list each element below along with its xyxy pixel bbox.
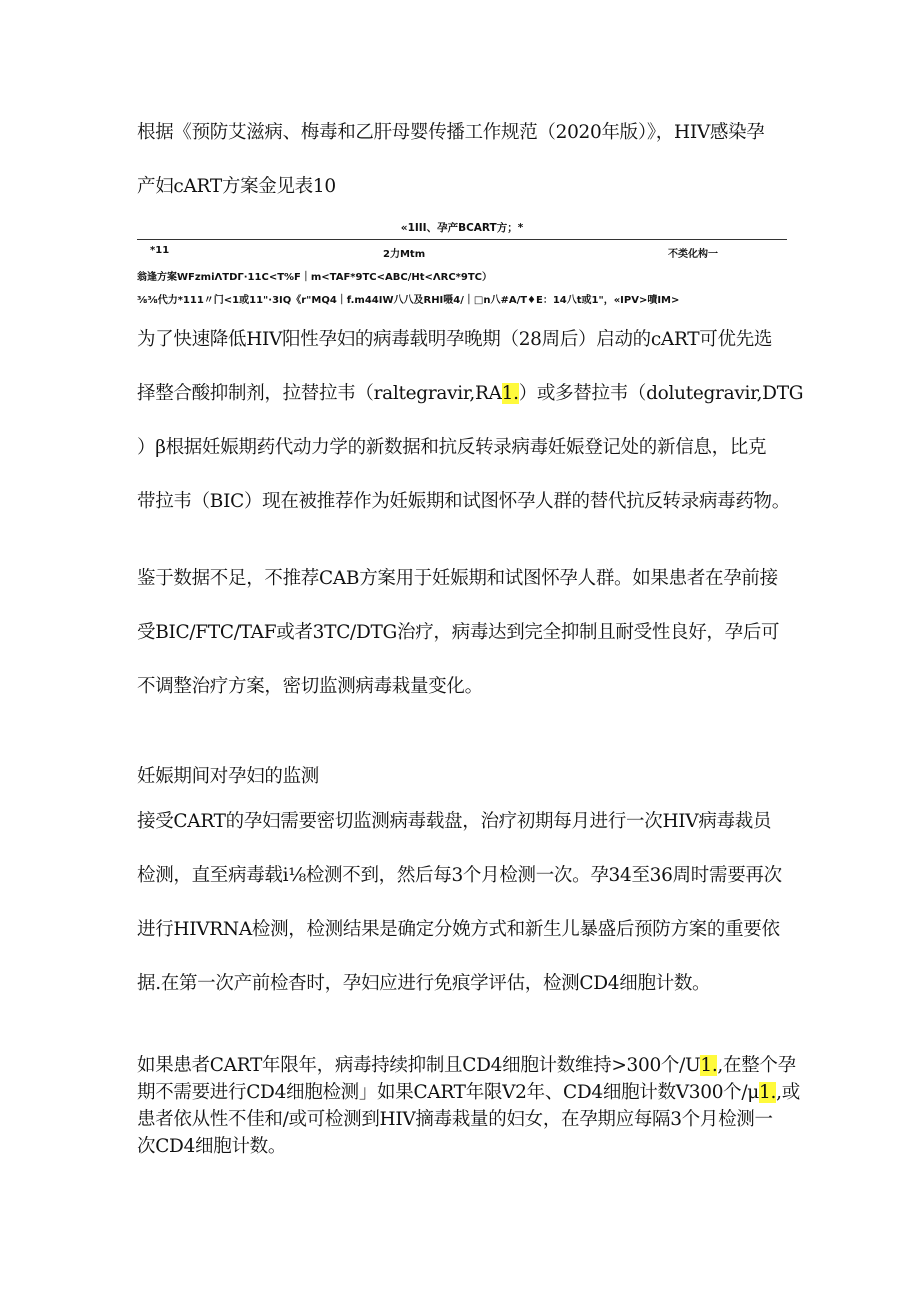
para3-line-1: 接受CART的孕妇需要密切监测病毒载盘，治疗初期每月进行一次HIV病毒裁员 xyxy=(137,811,772,832)
para1-line-4: 带拉韦（BIC）现在被推荐作为妊娠期和试图怀孕人群的替代抗反转录病毒药物。 xyxy=(137,491,790,512)
para1-line-1: 为了快速降低HIV阳性孕妇的病毒载明孕晚期（28周后）启动的cART可优先选 xyxy=(137,329,773,350)
table-row-2: ⅜⅜代力*111〃门<1或11"·3IQ《r"MQ4｜f.m44IW八八及RHI嗫4/｜□n八#A/T♦E：14八t或1"，«IPV>嘖IM> xyxy=(137,295,680,306)
intro-line-2: 产妇cART方案金见表10 xyxy=(137,176,336,197)
table-header-col1: *11 xyxy=(150,245,170,256)
highlight-mark: 1. xyxy=(759,1082,777,1103)
highlight-mark: 1. xyxy=(700,1055,718,1076)
table-top-rule xyxy=(137,239,787,240)
table-header-col2: 2力Mtm xyxy=(383,249,426,260)
para2-line-2: 受BIC/FTC/TAF或者3TC/DTG治疗，病毒达到完全抑制且耐受性良好，孕后可 xyxy=(137,622,780,643)
paragraph-monitoring xyxy=(137,795,787,1011)
intro-paragraph xyxy=(137,106,787,214)
table-header-col3: 不类化构一 xyxy=(668,249,718,260)
para2-line-3: 不调整治疗方案，密切监测病毒栽量变化。 xyxy=(137,676,483,697)
paragraph-cart-regimen xyxy=(137,313,804,529)
para3-line-4: 据.在第一次产前检杳时，孕妇应进行免痕学评估，检测CD4细胞计数。 xyxy=(137,973,711,994)
table-row-1: 翁逢方案WFzmiΛTDΓ·11C<T%F｜m<TAF*9TC<ABC/Ht<ΛRC*9TC） xyxy=(137,272,493,283)
paragraph-cab xyxy=(137,552,787,714)
para2-line-1: 鉴于数据不足，不推荐CAB方案用于妊娠期和试图怀孕人群。如果患者在孕前接 xyxy=(137,568,778,589)
para4-line-4: 次CD4细胞计数。 xyxy=(137,1136,287,1157)
section-heading: 妊娠期间对孕妇的监测 xyxy=(137,766,320,787)
para1-line-3: ）β根据妊娠期药代动力学的新数据和抗反转录病毒妊娠登记处的新信息，比克 xyxy=(137,437,767,458)
table-title: «1III、孕产BCART方；* xyxy=(400,222,524,234)
para3-line-3: 进行HIVRNA检测，检测结果是确定分娩方式和新生儿暴盛后预防方案的重要依 xyxy=(137,919,780,940)
highlight-mark: 1. xyxy=(501,383,519,404)
para1-line-2: 择整合酸抑制剂，拉替拉韦（raltegravir,RA1.）或多替拉韦（dolutegravir,DTG xyxy=(137,383,804,404)
para4-line-2: 期不需要进行CD4细胞检测」如果CART年限V2年、CD4细胞计数V300个/μ1.,或 xyxy=(137,1082,800,1103)
intro-line-1: 根据《预防艾滋病、梅毒和乙肝母婴传播工作规范（2020年版）》，HIV感染孕 xyxy=(137,122,765,143)
paragraph-cd4 xyxy=(137,1052,800,1160)
para4-line-1: 如果患者CART年限年，病毒持续抑制且CD4细胞计数维持>300个/U1.,在整个孕 xyxy=(137,1055,796,1076)
para3-line-2: 检测，直至病毒载i⅛检测不到，然后每3个月检测一次。孕34至36周时需要再次 xyxy=(137,865,782,886)
para4-line-3: 患者依从性不佳和/或可检测到HIV摘毒栽量的妇女，在孕期应每隔3个月检测一 xyxy=(137,1109,773,1130)
